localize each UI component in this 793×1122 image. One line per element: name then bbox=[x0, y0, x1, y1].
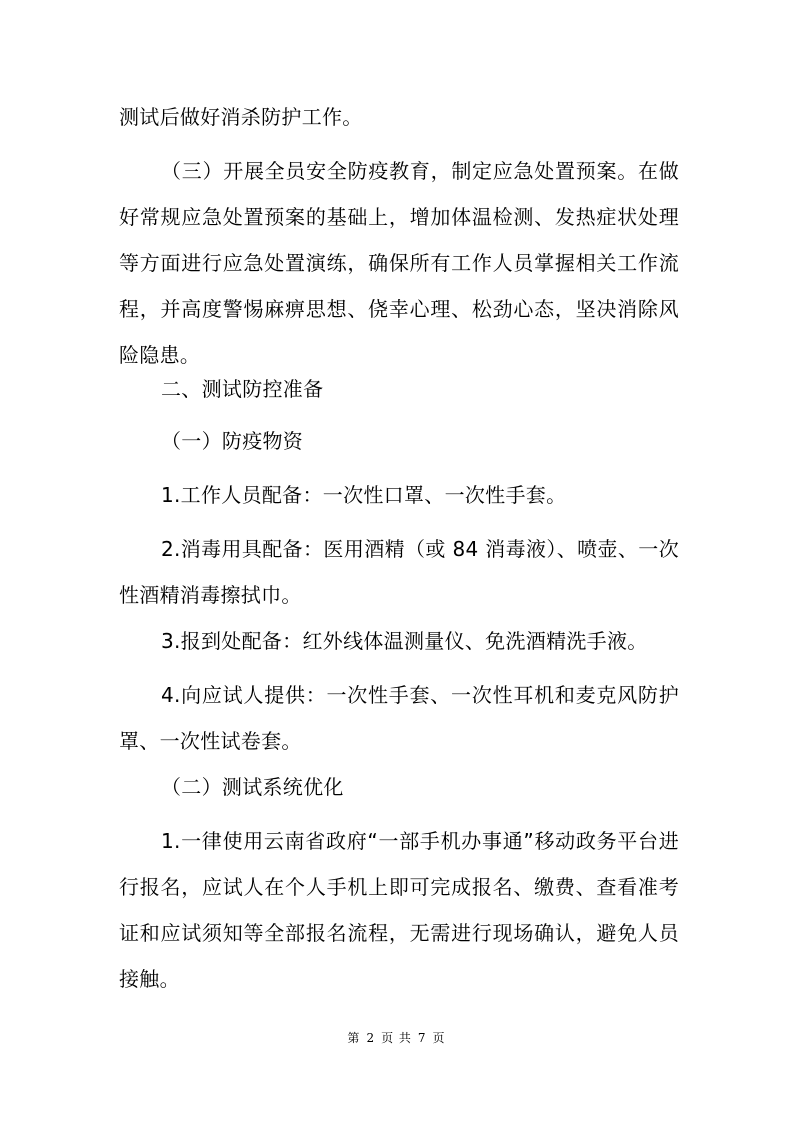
page-footer bbox=[0, 1028, 793, 1048]
list-item-staff: 1.工作人员配备：一次性口罩、一次性手套。 bbox=[161, 483, 567, 507]
subheading-supplies: （一）防疫物资 bbox=[161, 429, 304, 453]
footer-current-page: 2 bbox=[366, 1031, 376, 1045]
heading-section-2: 二、测试防控准备 bbox=[161, 377, 324, 401]
list-item-online-registration: 1.一律使用云南省政府“一部手机办事通”移动政务平台进行报名，应试人在个人手机上即可完成报名、缴费、查看准考证和应试须知等全部报名流程，无需进行现场确认，避免人员接触。 bbox=[119, 829, 679, 991]
list-item-candidates: 4.向应试人提供：一次性手套、一次性耳机和麦克风防护罩、一次性试卷套。 bbox=[119, 683, 679, 753]
footer-total-pages: 7 bbox=[417, 1031, 427, 1045]
paragraph-section-3: （三）开展全员安全防疫教育，制定应急处置预案。在做好常规应急处置预案的基础上，增加体温检测、发热症状处理等方面进行应急处置演练，确保所有工作人员掌握相关工作流程，并高度警惕麻痹思想、侥幸心理、松劲心态，坚决消除风险隐患。 bbox=[119, 159, 679, 367]
subheading-system: （二）测试系统优化 bbox=[161, 775, 344, 799]
footer-prefix: 第 bbox=[347, 1031, 361, 1045]
list-item-disinfection: 2.消毒用具配备：医用酒精（或 84 消毒液）、喷壶、一次性酒精消毒擦拭巾。 bbox=[119, 537, 679, 607]
paragraph-continuation: 测试后做好消杀防护工作。 bbox=[119, 105, 363, 129]
footer-suffix: 页 bbox=[432, 1031, 446, 1045]
footer-middle: 页 共 bbox=[381, 1031, 412, 1045]
list-item-registration: 3.报到处配备：红外线体温测量仪、免洗酒精洗手液。 bbox=[161, 629, 648, 653]
